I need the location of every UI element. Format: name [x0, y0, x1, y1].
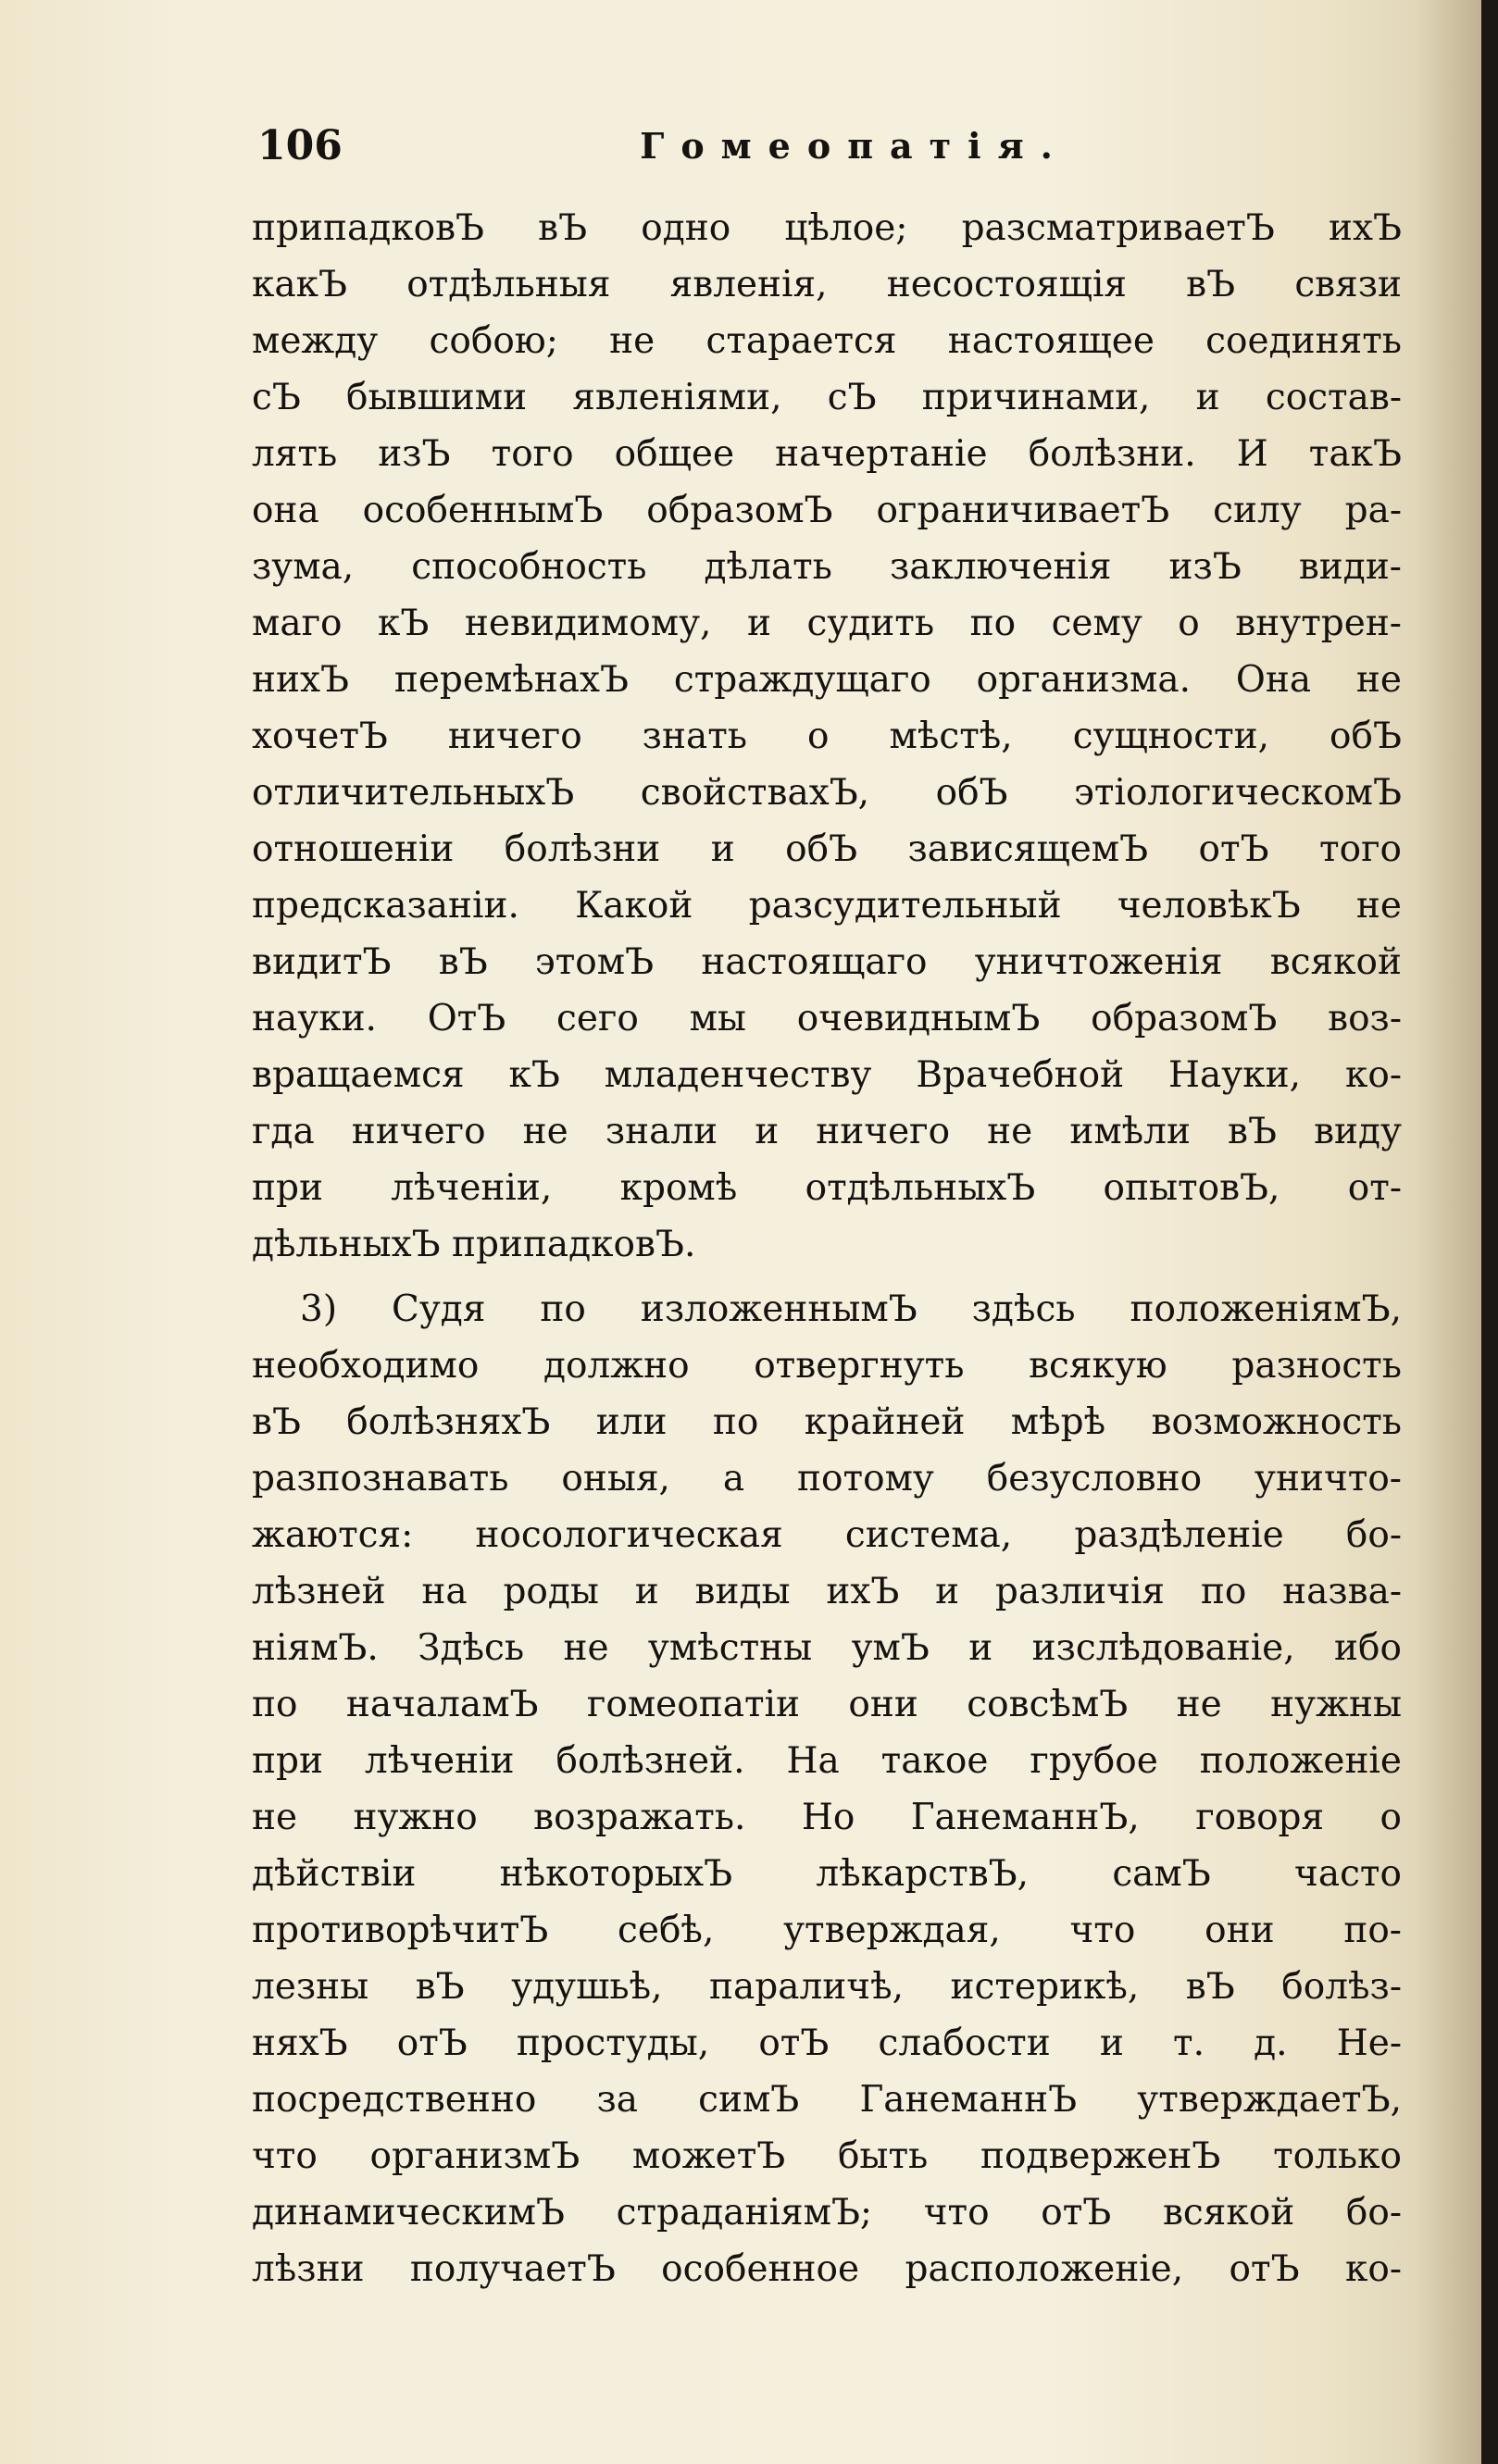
text-line: науки. ОтЪ сего мы очевиднымЪ образомЪ воз-: [252, 998, 1402, 1039]
text-line: необходимо должно отвергнуть всякую разность: [252, 1345, 1402, 1387]
text-line: жаются: носологическая система, раздѣленіе бо-: [252, 1514, 1402, 1556]
text-line: отношеніи болѣзни и обЪ зависящемЪ отЪ того: [252, 828, 1402, 870]
text-line: отличительныхЪ свойствахЪ, обЪ этіологическомЪ: [252, 772, 1402, 814]
text-line: при лѣченіи болѣзней. На такое грубое положеніе: [252, 1740, 1402, 1782]
page-number: 106: [257, 122, 343, 169]
text-line: ніямЪ. Здѣсь не умѣстны умЪ и изслѣдованіе, ибо: [252, 1627, 1402, 1669]
paragraph-2: [252, 1281, 1402, 2297]
text-line: лѣзни получаетЪ особенное расположеніе, отЪ ко-: [252, 2248, 1402, 2290]
text-line: зума, способность дѣлать заключенія изЪ види-: [252, 546, 1402, 588]
text-line: хочетЪ ничего знать о мѣстѣ, сущности, обЪ: [252, 716, 1402, 757]
text-line: динамическимЪ страданіямЪ; что отЪ всякой бо-: [252, 2192, 1402, 2234]
text-line: разпознавать оныя, а потому безусловно уничто-: [252, 1458, 1402, 1500]
paragraph-gap: [252, 1273, 1402, 1281]
running-title: Гомеопатія.: [640, 125, 1069, 167]
text-line: нихЪ перемѣнахЪ страждущаго организма. Она не: [252, 659, 1402, 701]
text-line: вращаемся кЪ младенчеству Врачебной Науки, ко-: [252, 1054, 1402, 1096]
text-line: какЪ отдѣльныя явленія, несостоящія вЪ связи: [252, 264, 1402, 305]
text-line: предсказаніи. Какой разсудительный человѣкЪ не: [252, 885, 1402, 927]
text-line: она особеннымЪ образомЪ ограничиваетЪ силу ра-: [252, 490, 1402, 531]
page-body: [252, 200, 1402, 2297]
text-line: няхЪ отЪ простуды, отЪ слабости и т. д. Не-: [252, 2022, 1402, 2064]
text-line: вЪ болѣзняхЪ или по крайней мѣрѣ возможность: [252, 1401, 1402, 1443]
text-line: лять изЪ того общее начертаніе болѣзни. И такЪ: [252, 433, 1402, 475]
paragraph-1: [252, 200, 1402, 1273]
text-line: дѣйствіи нѣкоторыхЪ лѣкарствЪ, самЪ часто: [252, 1853, 1402, 1895]
book-gutter: [1481, 0, 1498, 2464]
text-line: по началамЪ гомеопатіи они совсѣмЪ не нужны: [252, 1684, 1402, 1725]
text-line: не нужно возражать. Но ГанеманнЪ, говоря о: [252, 1797, 1402, 1838]
text-line: между собою; не старается настоящее соединять: [252, 320, 1402, 362]
text-line: при лѣченіи, кромѣ отдѣльныхЪ опытовЪ, от-: [252, 1167, 1402, 1209]
page-edge-shadow: [1417, 0, 1481, 2464]
page-header: [257, 118, 1396, 174]
text-line: лезны вЪ удушьѣ, параличѣ, истерикѣ, вЪ болѣз-: [252, 1966, 1402, 2008]
text-line: видитЪ вЪ этомЪ настоящаго уничтоженія всякой: [252, 941, 1402, 983]
text-line: противорѣчитЪ себѣ, утверждая, что они по-: [252, 1910, 1402, 1951]
text-line: дѣльныхЪ припадковЪ.: [252, 1224, 696, 1265]
text-line: 3) Судя по изложеннымЪ здѣсь положеніямЪ,: [300, 1288, 1402, 1330]
text-line: что организмЪ можетЪ быть подверженЪ только: [252, 2135, 1402, 2177]
text-line: маго кЪ невидимому, и судить по сему о внутрен-: [252, 603, 1402, 644]
text-line: лѣзней на роды и виды ихЪ и различія по назва-: [252, 1571, 1402, 1612]
text-line: гда ничего не знали и ничего не имѣли вЪ виду: [252, 1111, 1402, 1152]
text-line: посредственно за симЪ ГанеманнЪ утверждаетЪ,: [252, 2079, 1402, 2121]
text-line: сЪ бывшими явленіями, сЪ причинами, и состав-: [252, 377, 1402, 418]
text-line: припадковЪ вЪ одно цѣлое; разсматриваетЪ ихЪ: [252, 207, 1402, 249]
